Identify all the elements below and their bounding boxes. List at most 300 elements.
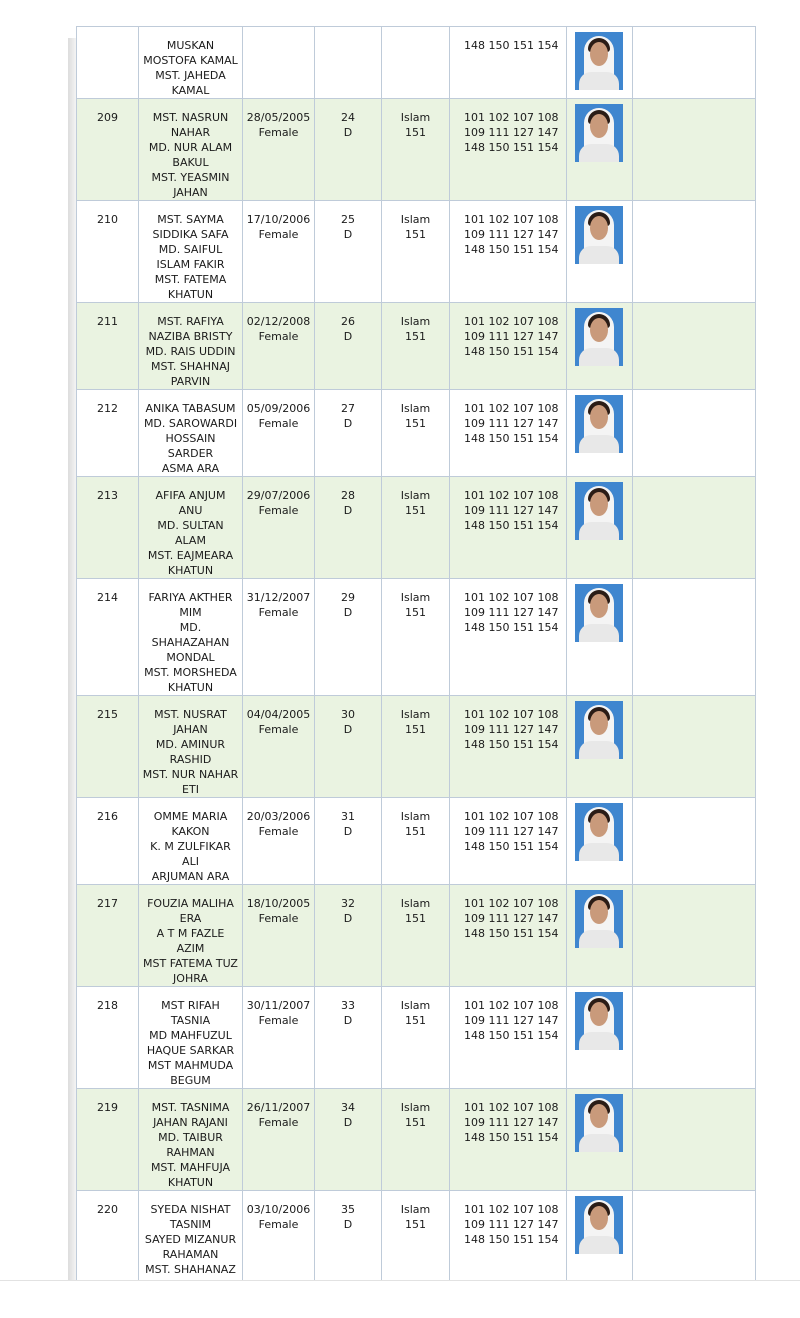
religion-code: 151: [405, 1116, 426, 1129]
religion: Islam: [400, 315, 431, 328]
photo-cell: [567, 885, 633, 987]
name-line: FARIYA AKTHER: [148, 591, 233, 604]
religion-cell: [382, 201, 450, 303]
name-cell: [139, 303, 243, 390]
roll-number: 32: [341, 897, 355, 910]
name-line: SARDER: [167, 447, 214, 460]
dob-gender-cell: [243, 390, 315, 477]
student-photo-icon: [575, 1196, 623, 1254]
religion: Islam: [400, 999, 431, 1012]
date-of-birth: 04/04/2005: [246, 708, 311, 721]
name-line: TASNIM: [169, 1218, 212, 1231]
face-shape: [590, 318, 608, 342]
subject-codes-line: 148 150 151 154: [464, 927, 559, 940]
name-line: SIDDIKA SAFA: [152, 228, 229, 241]
name-line: MD. TAIBUR: [158, 1131, 223, 1144]
subject-codes-line: 101 102 107 108: [464, 810, 559, 823]
photo-cell: [567, 477, 633, 579]
subject-codes-line: 148 150 151 154: [464, 39, 559, 52]
subject-codes-line: 109 111 127 147: [464, 504, 559, 517]
table-row: [77, 477, 756, 579]
group: D: [343, 825, 353, 838]
religion-cell: [382, 27, 450, 99]
table-row: [77, 885, 756, 987]
roll-group-cell: [315, 303, 382, 390]
name-line: MIM: [179, 606, 202, 619]
religion: Islam: [400, 708, 431, 721]
serial-number: 217: [97, 897, 118, 910]
roll-group-cell: [315, 798, 382, 885]
dob-gender-cell: [243, 579, 315, 696]
roll-group-cell: [315, 1191, 382, 1293]
name-line: OMME MARIA: [153, 810, 228, 823]
name-line: A T M FAZLE: [156, 927, 225, 940]
name-line: BEGUM: [170, 1074, 211, 1087]
gender: Female: [258, 504, 299, 517]
name-cell: [139, 201, 243, 303]
serial-cell: [77, 27, 139, 99]
subject-codes-line: 109 111 127 147: [464, 330, 559, 343]
religion-cell: [382, 798, 450, 885]
photo-cell: [567, 201, 633, 303]
name-line: MST. YEASMIN: [151, 171, 230, 184]
serial-number: 219: [97, 1101, 118, 1114]
dob-gender-cell: [243, 477, 315, 579]
roll-number: 34: [341, 1101, 355, 1114]
subject-codes-line: 109 111 127 147: [464, 825, 559, 838]
photo-cell: [567, 798, 633, 885]
student-photo-icon: [575, 701, 623, 759]
name-line: NAHAR: [170, 126, 211, 139]
face-shape: [590, 1104, 608, 1128]
table-row: [77, 987, 756, 1089]
name-line: MD. NUR ALAM: [148, 141, 233, 154]
religion: Islam: [400, 111, 431, 124]
subject-codes-line: 101 102 107 108: [464, 111, 559, 124]
serial-cell: [77, 987, 139, 1089]
signature-cell: [633, 1089, 756, 1191]
serial-number: 214: [97, 591, 118, 604]
uniform-shape: [579, 246, 619, 264]
serial-cell: [77, 99, 139, 201]
subject-codes-line: 101 102 107 108: [464, 591, 559, 604]
photo-cell: [567, 27, 633, 99]
subject-codes-line: 109 111 127 147: [464, 417, 559, 430]
date-of-birth: 02/12/2008: [246, 315, 311, 328]
face-shape: [590, 405, 608, 429]
group: D: [343, 126, 353, 139]
subject-codes-line: 109 111 127 147: [464, 912, 559, 925]
gender: Female: [258, 1218, 299, 1231]
religion-cell: [382, 885, 450, 987]
group: D: [343, 1116, 353, 1129]
name-line: MD MAHFUZUL: [149, 1029, 232, 1042]
name-line: MST MAHMUDA: [147, 1059, 234, 1072]
subject-codes-line: 148 150 151 154: [464, 840, 559, 853]
subjects-cell: [450, 696, 567, 798]
name-cell: [139, 696, 243, 798]
subjects-cell: [450, 1191, 567, 1293]
subject-codes-line: 101 102 107 108: [464, 402, 559, 415]
name-line: PARVIN: [170, 375, 211, 388]
uniform-shape: [579, 1134, 619, 1152]
subject-codes-line: 101 102 107 108: [464, 1203, 559, 1216]
subject-codes-line: 148 150 151 154: [464, 621, 559, 634]
subject-codes-line: 109 111 127 147: [464, 1116, 559, 1129]
signature-cell: [633, 579, 756, 696]
name-line: ETI: [182, 783, 199, 796]
serial-number: 213: [97, 489, 118, 502]
name-line: RASHID: [169, 753, 212, 766]
roll-group-cell: [315, 27, 382, 99]
name-line: ALAM: [175, 534, 206, 547]
student-table: [76, 26, 756, 1313]
religion-cell: [382, 303, 450, 390]
name-line: MST. NASRUN: [152, 111, 229, 124]
religion-code: 151: [405, 417, 426, 430]
name-line: MST. NUSRAT: [154, 708, 227, 721]
uniform-shape: [579, 1236, 619, 1254]
group: D: [343, 330, 353, 343]
gender: Female: [258, 1116, 299, 1129]
subjects-cell: [450, 303, 567, 390]
signature-cell: [633, 303, 756, 390]
serial-cell: [77, 885, 139, 987]
dob-gender-cell: [243, 798, 315, 885]
name-line: HOSSAIN: [165, 432, 216, 445]
signature-cell: [633, 1191, 756, 1293]
roll-group-cell: [315, 885, 382, 987]
gender: Female: [258, 723, 299, 736]
name-line: SAYED MIZANUR: [144, 1233, 237, 1246]
religion-cell: [382, 477, 450, 579]
name-line: BAKUL: [172, 156, 209, 169]
table-row: [77, 798, 756, 885]
signature-cell: [633, 987, 756, 1089]
name-cell: [139, 477, 243, 579]
subject-codes-line: 148 150 151 154: [464, 1131, 559, 1144]
serial-cell: [77, 201, 139, 303]
uniform-shape: [579, 348, 619, 366]
name-line: ANIKA TABASUM: [145, 402, 236, 415]
name-line: MD.: [179, 621, 202, 634]
uniform-shape: [579, 741, 619, 759]
student-photo-icon: [575, 104, 623, 162]
subject-codes-line: 101 102 107 108: [464, 897, 559, 910]
gender: Female: [258, 1014, 299, 1027]
subject-codes-line: 101 102 107 108: [464, 213, 559, 226]
religion: Islam: [400, 402, 431, 415]
name-line: FOUZIA MALIHA: [147, 897, 234, 910]
name-line: MST FATEMA TUZ: [143, 957, 238, 970]
student-photo-icon: [575, 395, 623, 453]
serial-number: 216: [97, 810, 118, 823]
signature-cell: [633, 477, 756, 579]
gender: Female: [258, 417, 299, 430]
serial-number: 220: [97, 1203, 118, 1216]
date-of-birth: 05/09/2006: [246, 402, 311, 415]
photo-cell: [567, 390, 633, 477]
name-line: KHATUN: [167, 564, 214, 577]
subject-codes-line: 109 111 127 147: [464, 126, 559, 139]
name-line: MST. SHAHANAZ: [145, 1263, 236, 1276]
subject-codes-line: 109 111 127 147: [464, 1014, 559, 1027]
name-line: MST. MORSHEDA: [144, 666, 237, 679]
photo-cell: [567, 303, 633, 390]
photo-cell: [567, 696, 633, 798]
uniform-shape: [579, 522, 619, 540]
subject-codes-line: 109 111 127 147: [464, 723, 559, 736]
subjects-cell: [450, 798, 567, 885]
religion-cell: [382, 1191, 450, 1293]
dob-gender-cell: [243, 303, 315, 390]
religion: Islam: [400, 1101, 431, 1114]
name-line: SYEDA NISHAT: [150, 1203, 231, 1216]
name-line: MST. NUR NAHAR: [142, 768, 239, 781]
religion-cell: [382, 579, 450, 696]
name-line: KAMAL: [171, 84, 210, 97]
student-photo-icon: [575, 482, 623, 540]
serial-cell: [77, 390, 139, 477]
roll-group-cell: [315, 579, 382, 696]
roll-group-cell: [315, 696, 382, 798]
name-line: JOHRA: [173, 972, 208, 985]
page-edge-shadow: [68, 38, 76, 1280]
subject-codes-line: 148 150 151 154: [464, 738, 559, 751]
signature-cell: [633, 885, 756, 987]
religion-cell: [382, 99, 450, 201]
name-line: MD. RAIS UDDIN: [145, 345, 236, 358]
group: D: [343, 504, 353, 517]
name-line: MST. JAHEDA: [155, 69, 226, 82]
student-photo-icon: [575, 308, 623, 366]
group: D: [343, 723, 353, 736]
roll-number: 33: [341, 999, 355, 1012]
religion-code: 151: [405, 1218, 426, 1231]
subjects-cell: [450, 201, 567, 303]
religion: Islam: [400, 489, 431, 502]
subjects-cell: [450, 987, 567, 1089]
name-cell: [139, 885, 243, 987]
table-row: [77, 99, 756, 201]
face-shape: [590, 900, 608, 924]
subject-codes-line: 148 150 151 154: [464, 519, 559, 532]
gender: Female: [258, 228, 299, 241]
roll-number: 28: [341, 489, 355, 502]
table-row: [77, 27, 756, 99]
subjects-cell: [450, 579, 567, 696]
serial-cell: [77, 303, 139, 390]
photo-cell: [567, 1089, 633, 1191]
name-cell: [139, 579, 243, 696]
name-line: MST. TASNIMA: [151, 1101, 230, 1114]
subject-codes-line: 148 150 151 154: [464, 1029, 559, 1042]
religion-code: 151: [405, 723, 426, 736]
uniform-shape: [579, 843, 619, 861]
viewer-bottom-bar: [0, 1280, 800, 1318]
name-cell: [139, 390, 243, 477]
uniform-shape: [579, 1032, 619, 1050]
signature-cell: [633, 27, 756, 99]
name-line: MST RIFAH: [161, 999, 220, 1012]
religion-code: 151: [405, 825, 426, 838]
group: D: [343, 228, 353, 241]
name-line: MST. EAJMEARA: [147, 549, 234, 562]
name-cell: [139, 99, 243, 201]
name-line: TASNIA: [170, 1014, 211, 1027]
student-photo-icon: [575, 206, 623, 264]
group: D: [343, 1014, 353, 1027]
name-line: ISLAM FAKIR: [156, 258, 225, 271]
serial-number: 210: [97, 213, 118, 226]
dob-gender-cell: [243, 987, 315, 1089]
name-line: KHATUN: [167, 288, 214, 301]
face-shape: [590, 114, 608, 138]
date-of-birth: 18/10/2005: [246, 897, 311, 910]
face-shape: [590, 492, 608, 516]
subjects-cell: [450, 99, 567, 201]
face-shape: [590, 594, 608, 618]
name-line: ERA: [179, 912, 202, 925]
student-photo-icon: [575, 32, 623, 90]
religion: Islam: [400, 1203, 431, 1216]
serial-number: 209: [97, 111, 118, 124]
name-line: KHATUN: [167, 1176, 214, 1189]
face-shape: [590, 216, 608, 240]
subject-codes-line: 148 150 151 154: [464, 243, 559, 256]
face-shape: [590, 42, 608, 66]
religion: Islam: [400, 591, 431, 604]
subject-codes-line: 101 102 107 108: [464, 708, 559, 721]
name-cell: [139, 27, 243, 99]
subject-codes-line: 109 111 127 147: [464, 1218, 559, 1231]
religion-cell: [382, 696, 450, 798]
dob-gender-cell: [243, 696, 315, 798]
face-shape: [590, 1002, 608, 1026]
subjects-cell: [450, 885, 567, 987]
table-row: [77, 390, 756, 477]
serial-number: 211: [97, 315, 118, 328]
religion-code: 151: [405, 1014, 426, 1027]
gender: Female: [258, 126, 299, 139]
roll-number: 35: [341, 1203, 355, 1216]
religion: Islam: [400, 810, 431, 823]
name-line: MST. SHAHNAJ: [151, 360, 230, 373]
student-photo-icon: [575, 992, 623, 1050]
name-line: MST. FATEMA: [154, 273, 227, 286]
date-of-birth: 31/12/2007: [246, 591, 311, 604]
photo-cell: [567, 987, 633, 1089]
gender: Female: [258, 912, 299, 925]
subject-codes-line: 109 111 127 147: [464, 606, 559, 619]
serial-cell: [77, 798, 139, 885]
serial-cell: [77, 579, 139, 696]
name-line: KHATUN: [167, 681, 214, 694]
face-shape: [590, 711, 608, 735]
name-line: MD. SULTAN: [157, 519, 224, 532]
name-line: MONDAL: [166, 651, 215, 664]
name-line: ARJUMAN ARA: [151, 870, 230, 883]
name-line: MUSKAN: [166, 39, 215, 52]
signature-cell: [633, 390, 756, 477]
photo-cell: [567, 99, 633, 201]
name-line: SHAHAZAHAN: [151, 636, 230, 649]
name-line: NAZIBA BRISTY: [148, 330, 233, 343]
student-photo-icon: [575, 890, 623, 948]
subjects-cell: [450, 477, 567, 579]
serial-cell: [77, 696, 139, 798]
serial-number: 218: [97, 999, 118, 1012]
name-line: MST. MAHFUJA: [150, 1161, 231, 1174]
roll-group-cell: [315, 477, 382, 579]
serial-cell: [77, 477, 139, 579]
uniform-shape: [579, 930, 619, 948]
gender: Female: [258, 330, 299, 343]
date-of-birth: 20/03/2006: [246, 810, 311, 823]
date-of-birth: 30/11/2007: [246, 999, 311, 1012]
name-line: MD. SAROWARDI: [143, 417, 238, 430]
subject-codes-line: 109 111 127 147: [464, 228, 559, 241]
group: D: [343, 1218, 353, 1231]
religion-code: 151: [405, 228, 426, 241]
roll-number: 27: [341, 402, 355, 415]
roll-number: 26: [341, 315, 355, 328]
date-of-birth: 17/10/2006: [246, 213, 311, 226]
group: D: [343, 417, 353, 430]
table-row: [77, 1191, 756, 1293]
date-of-birth: 29/07/2006: [246, 489, 311, 502]
group: D: [343, 912, 353, 925]
name-line: MOSTOFA KAMAL: [143, 54, 238, 67]
religion: Islam: [400, 897, 431, 910]
subjects-cell: [450, 390, 567, 477]
religion: Islam: [400, 213, 431, 226]
name-line: JAHAN: [173, 723, 208, 736]
subject-codes-line: 148 150 151 154: [464, 1233, 559, 1246]
date-of-birth: 03/10/2006: [246, 1203, 311, 1216]
photo-cell: [567, 579, 633, 696]
name-line: RAHMAN: [166, 1146, 215, 1159]
uniform-shape: [579, 435, 619, 453]
dob-gender-cell: [243, 1191, 315, 1293]
table-row: [77, 201, 756, 303]
date-of-birth: 26/11/2007: [246, 1101, 311, 1114]
name-line: ALI: [182, 855, 199, 868]
document-page[interactable]: [76, 38, 756, 1280]
photo-cell: [567, 1191, 633, 1293]
dob-gender-cell: [243, 27, 315, 99]
name-cell: [139, 987, 243, 1089]
signature-cell: [633, 99, 756, 201]
face-shape: [590, 813, 608, 837]
name-line: AZIM: [176, 942, 205, 955]
table-row: [77, 1089, 756, 1191]
signature-cell: [633, 696, 756, 798]
name-line: KAKON: [171, 825, 210, 838]
gender: Female: [258, 825, 299, 838]
name-cell: [139, 798, 243, 885]
name-line: MST. RAFIYA: [157, 315, 224, 328]
date-of-birth: 28/05/2005: [246, 111, 311, 124]
roll-number: 31: [341, 810, 355, 823]
uniform-shape: [579, 624, 619, 642]
table-row: [77, 303, 756, 390]
religion-code: 151: [405, 606, 426, 619]
religion-code: 151: [405, 504, 426, 517]
subject-codes-line: 101 102 107 108: [464, 315, 559, 328]
name-line: RAHAMAN: [162, 1248, 219, 1261]
student-photo-icon: [575, 584, 623, 642]
